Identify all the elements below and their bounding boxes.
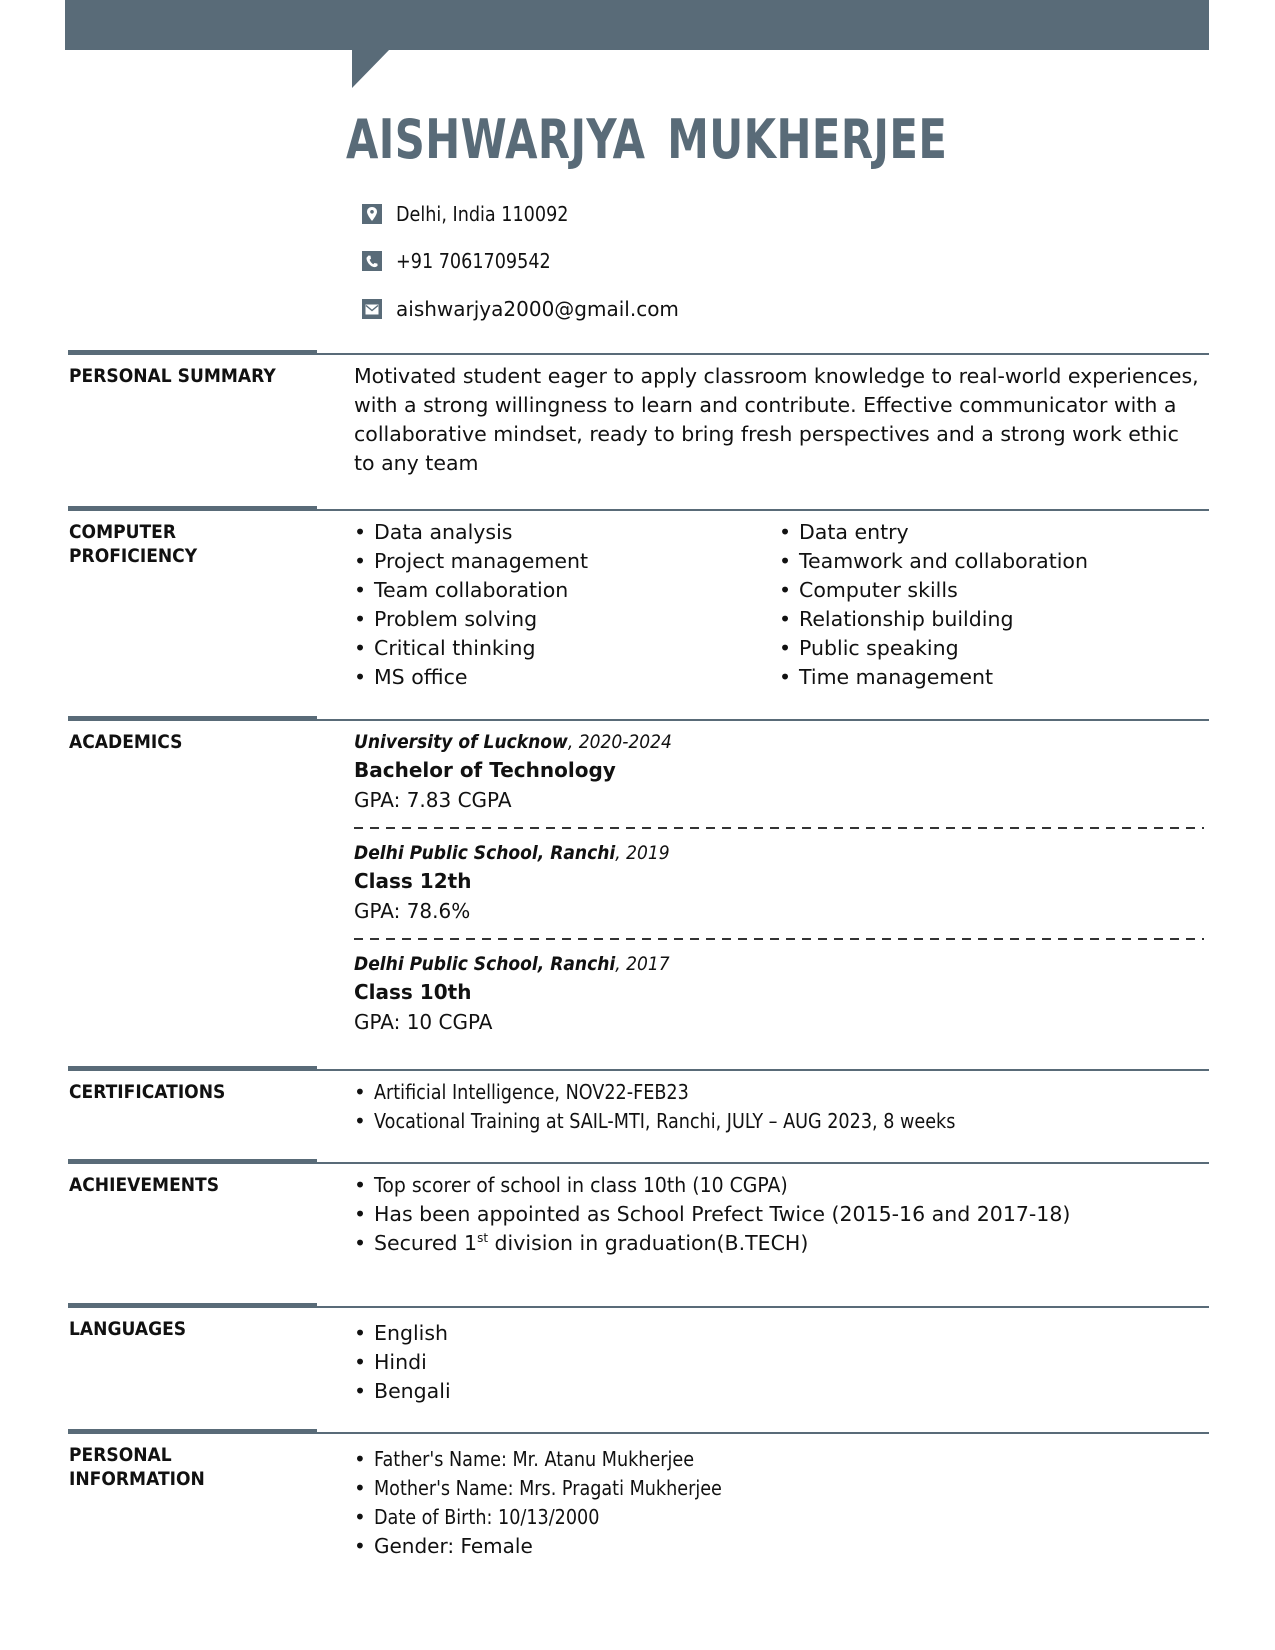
list-item: • Gender: Female — [354, 1532, 1204, 1561]
list-item: • Secured 1st division in graduation(B.TECH) — [354, 1229, 1204, 1258]
list-item: • Has been appointed as School Prefect Twice (2015-16 and 2017-18) — [354, 1200, 1204, 1229]
list-item: • Father's Name: Mr. Atanu Mukherjee — [354, 1445, 1204, 1474]
list-item: • MS office — [354, 663, 779, 692]
gpa: GPA: 10 CGPA — [354, 1010, 493, 1034]
languages-list — [354, 1319, 1204, 1406]
dashed-divider — [354, 938, 1204, 940]
list-item: • Team collaboration — [354, 576, 779, 605]
study-years: , 2019 — [615, 842, 670, 864]
skills-list-right — [779, 518, 1204, 692]
summary-body — [354, 362, 1204, 478]
academic-entry — [354, 950, 1204, 1037]
certifications-body — [354, 1078, 1204, 1136]
section-title: ACHIEVEMENTS — [69, 1174, 220, 1196]
list-item: • Top scorer of school in class 10th (10 CGPA) — [354, 1171, 1204, 1200]
phone-icon — [362, 251, 382, 271]
list-item: • Hindi — [354, 1348, 1204, 1377]
list-item: • Critical thinking — [354, 634, 779, 663]
email-link[interactable]: aishwarjya2000@gmail.com — [396, 297, 679, 321]
section-divider — [68, 350, 1209, 356]
header-banner — [65, 0, 1209, 50]
section-title-line: PROFICIENCY — [69, 545, 198, 567]
list-item: • Relationship building — [779, 605, 1204, 634]
contact-email — [362, 297, 679, 321]
section-divider — [68, 1159, 1209, 1165]
contact-location — [362, 202, 592, 226]
skills-list-left — [354, 518, 779, 692]
achievements-body — [354, 1171, 1204, 1258]
list-item: • Teamwork and collaboration — [779, 547, 1204, 576]
list-item: • English — [354, 1319, 1204, 1348]
institution-name: University of Lucknow — [354, 731, 568, 753]
institution-name: Delhi Public School, Ranchi — [354, 953, 616, 975]
gpa: GPA: 7.83 CGPA — [354, 788, 512, 812]
personal-info-list — [354, 1445, 1204, 1561]
section-title — [69, 520, 197, 568]
academics-body — [354, 728, 1204, 1037]
dashed-divider — [354, 827, 1204, 829]
gpa: GPA: 78.6% — [354, 899, 471, 923]
list-item: • Project management — [354, 547, 779, 576]
list-item: • Problem solving — [354, 605, 779, 634]
list-item: • Data analysis — [354, 518, 779, 547]
languages-body — [354, 1319, 1204, 1406]
section-title-line: COMPUTER — [69, 521, 177, 543]
list-item: • Computer skills — [779, 576, 1204, 605]
section-title: PERSONAL SUMMARY — [69, 365, 276, 387]
phone-text[interactable]: +91 7061709542 — [396, 249, 551, 273]
list-item: • Bengali — [354, 1377, 1204, 1406]
location-text: Delhi, India 110092 — [396, 202, 569, 226]
section-title-line: INFORMATION — [69, 1468, 205, 1490]
section-divider — [68, 716, 1209, 722]
section-divider — [68, 1429, 1209, 1435]
section-title — [69, 1443, 205, 1491]
study-years: , 2017 — [615, 953, 670, 975]
academic-entry — [354, 728, 1204, 815]
header-banner-notch — [352, 49, 390, 88]
list-item: • Mother's Name: Mrs. Pragati Mukherjee — [354, 1474, 1204, 1503]
degree: Class 10th — [354, 980, 472, 1004]
contact-phone — [362, 249, 572, 273]
list-item: • Public speaking — [779, 634, 1204, 663]
list-item: • Artificial Intelligence, NOV22-FEB23 — [354, 1078, 1204, 1107]
section-title: CERTIFICATIONS — [69, 1081, 226, 1103]
skills-columns — [354, 518, 1204, 692]
section-title: LANGUAGES — [69, 1318, 187, 1340]
mail-icon — [362, 299, 382, 319]
institution-name: Delhi Public School, Ranchi — [354, 842, 616, 864]
section-title: ACADEMICS — [69, 731, 183, 753]
summary-text: Motivated student eager to apply classroom knowledge to real-world experiences, with a strong willingness to learn and contribute. Effective communicator with a collaborative mindset, ready to bring fresh perspectives and a strong work ethic to any team — [354, 364, 1199, 475]
list-item: • Time management — [779, 663, 1204, 692]
section-divider — [68, 506, 1209, 512]
study-years: , 2020-2024 — [567, 731, 672, 753]
achievements-list — [354, 1171, 1204, 1258]
location-pin-icon — [362, 204, 382, 224]
certifications-list — [354, 1078, 1204, 1136]
degree: Class 12th — [354, 869, 472, 893]
section-divider — [68, 1066, 1209, 1072]
personal-info-body — [354, 1445, 1204, 1561]
list-item: • Vocational Training at SAIL-MTI, Ranchi, JULY – AUG 2023, 8 weeks — [354, 1107, 1204, 1136]
academic-entry — [354, 839, 1204, 926]
list-item: • Date of Birth: 10/13/2000 — [354, 1503, 1204, 1532]
degree: Bachelor of Technology — [354, 758, 616, 782]
section-divider — [68, 1303, 1209, 1309]
section-title-line: PERSONAL — [69, 1444, 172, 1466]
candidate-name: AISHWARJYA MUKHERJEE — [346, 108, 948, 171]
list-item: • Data entry — [779, 518, 1204, 547]
